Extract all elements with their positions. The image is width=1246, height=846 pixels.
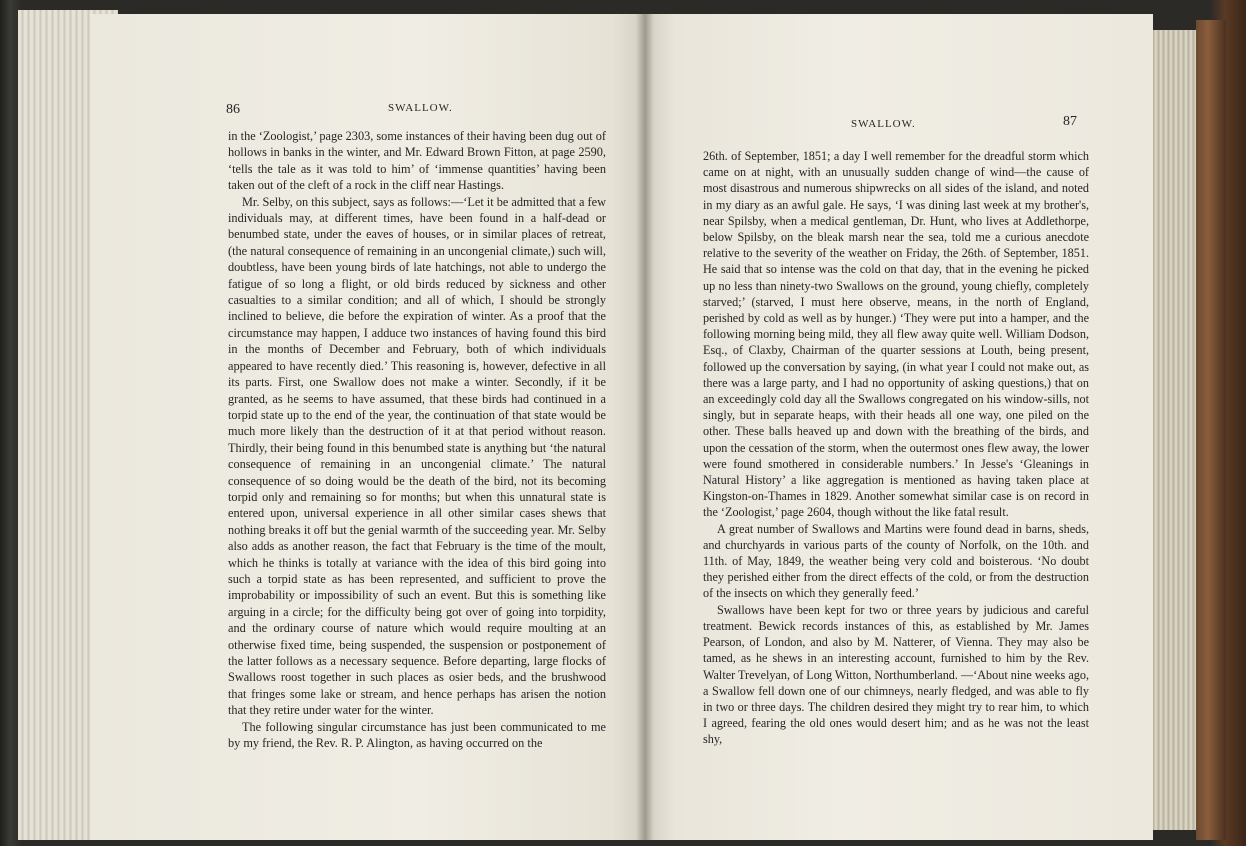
right-running-head: SWALLOW.: [851, 118, 916, 130]
paragraph: Swallows have been kept for two or three years by judicious and careful treatment. Bewick records instances of this, as established by Mr. James Pearson, of London, and also by M. Natterer, of Vienna. They may also be tamed, as he shews in an interesting account, furnished to him by the Rev. Walter Trevelyan, of Long Witton, Northumberland. —‘About nine weeks ago, a Swallow fell down one of our chimneys, nearly fledged, and was able to fly in two or three days. The children desired they might try to rear him, to which I agreed, fearing the old ones would desert him; and as he was not the least shy,: [703, 602, 1089, 747]
right-page: [645, 14, 1153, 840]
paragraph: A great number of Swallows and Martins were found dead in barns, sheds, and churchyards in various parts of the county of Norfolk, on the 10th. and 11th. of May, 1849, the weather being very cold and boisterous. ‘No doubt they perished either from the direct effects of the cold, or from the destruction of the insects on which they generally feed.’: [703, 521, 1089, 601]
left-page-number: 86: [226, 102, 240, 117]
book-binding: [1196, 20, 1226, 840]
paragraph: Mr. Selby, on this subject, says as follows:—‘Let it be admitted that a few individuals may, at different times, have been found in a half-dead or benumbed state, under the eaves of houses, or in similar places of retreat, (the natural consequence of remaining in an uncongenial climate,) such will, doubtless, have been young birds of late hatchings, not able to undergo the fatigue of so long a flight, or old birds reduced by sickness and other casualties to a similar condition; and all of which, I should be strongly inclined to believe, die before the expiration of winter. As a proof that the circumstance may happen, I adduce two instances of having found this bird in the months of December and February, both of which individuals appeared to have recently died.’ This reasoning is, however, defective in all its parts. First, one Swallow does not make a winter. Secondly, if it be granted, as he seems to have assumed, that these birds had continued in a torpid state up to the end of the year, the continuation of that state would be much more likely than the destruction of it at that period without reason. Thirdly, their being found in this benumbed state is anything but ‘the natural consequence of remaining in an uncongenial climate.’ The natural consequence of so doing would be the death of the bird, not its becoming torpid only and remaining so for months; but when this unnatural state is entered upon, universal experience in all other similar cases shews that nothing breaks it off but the genial warmth of the succeeding year. Mr. Selby also adds as another reason, the fact that February is the time of the moult, which he thinks is totally at variance with the idea of this bird going into such a torpid state as has been represented, and sufficient to prove the improbability or impossibility of such an event. But this is something like arguing in a circle; for the difficulty being got over of going into torpidity, and the ordinary course of nature which would require moulting at an otherwise fixed time, being suspended, the suspension or postponement of the latter follows as a necessary sequence. Before departing, large flocks of Swallows roost together in such places as osier beds, and the brushwood that fringes some lake or stream, and hence perhaps has arisen the notion that they retire under water for the winter.: [228, 194, 606, 718]
paragraph: in the ‘Zoologist,’ page 2303, some instances of their having been dug out of hollows in banks in the winter, and Mr. Edward Brown Fitton, at page 2590, ‘tells the tale as it was told to him’ of ‘immense quantities’ having been taken out of the cleft of a rock in the cliff near Hastings.: [228, 129, 606, 193]
right-page-number: 87: [1063, 114, 1077, 129]
right-page-body: [703, 148, 1089, 748]
left-page: [90, 14, 645, 840]
left-running-head: SWALLOW.: [388, 102, 453, 114]
left-page-body: [228, 128, 606, 751]
paragraph: The following singular circumstance has just been communicated to me by my friend, the Rev. R. P. Alington, as having occurred on the: [228, 719, 606, 751]
paragraph: 26th. of September, 1851; a day I well remember for the dreadful storm which came on at night, with an unusually sudden change of wind—the cause of most disastrous and numerous shipwrecks on all sides of the island, and noted in my diary as an awful gale. He says, ‘I was dining last week at my brother's, near Spilsby, when a medical gentleman, Dr. Hunt, who lives at Addlethorpe, below Spilsby, on the bleak marsh near the sea, told me a curious anecdote relative to the severity of the weather on Friday, the 26th. of September, 1851. He said that so intense was the cold on that day, that in the evening he picked up no less than ninety-two Swallows on the ground, young chiefly, completely starved;’ (starved, I must here observe, means, in the north of England, perished by cold as well as by hunger.) ‘They were put into a hamper, and the following morning being mild, they all flew away quite well. William Dodson, Esq., of Claxby, Chairman of the quarter sessions at Louth, being present, followed up the conversation by saying, (in what year I could not make out, as there was a large party, and I had no opportunity of asking questions,) that on an exceedingly cold day all the Swallows congregated on his window-sills, not singly, but in separate heaps, with their heads all one way, one piled on the other. These balls heaved up and down with the breathing of the birds, and upon the cessation of the storm, when the outermost ones flew away, the lower were found smothered in considerable numbers.’ In Jesse's ‘Gleanings in Natural History’ a like aggregation is mentioned as having taken place at Kingston-on-Thames in 1829. Another somewhat similar case is on record in the ‘Zoologist,’ page 2604, though without the like fatal result.: [703, 149, 1089, 520]
book-gutter-shadow: [636, 14, 654, 840]
right-page-stack-edge: [1150, 30, 1198, 830]
